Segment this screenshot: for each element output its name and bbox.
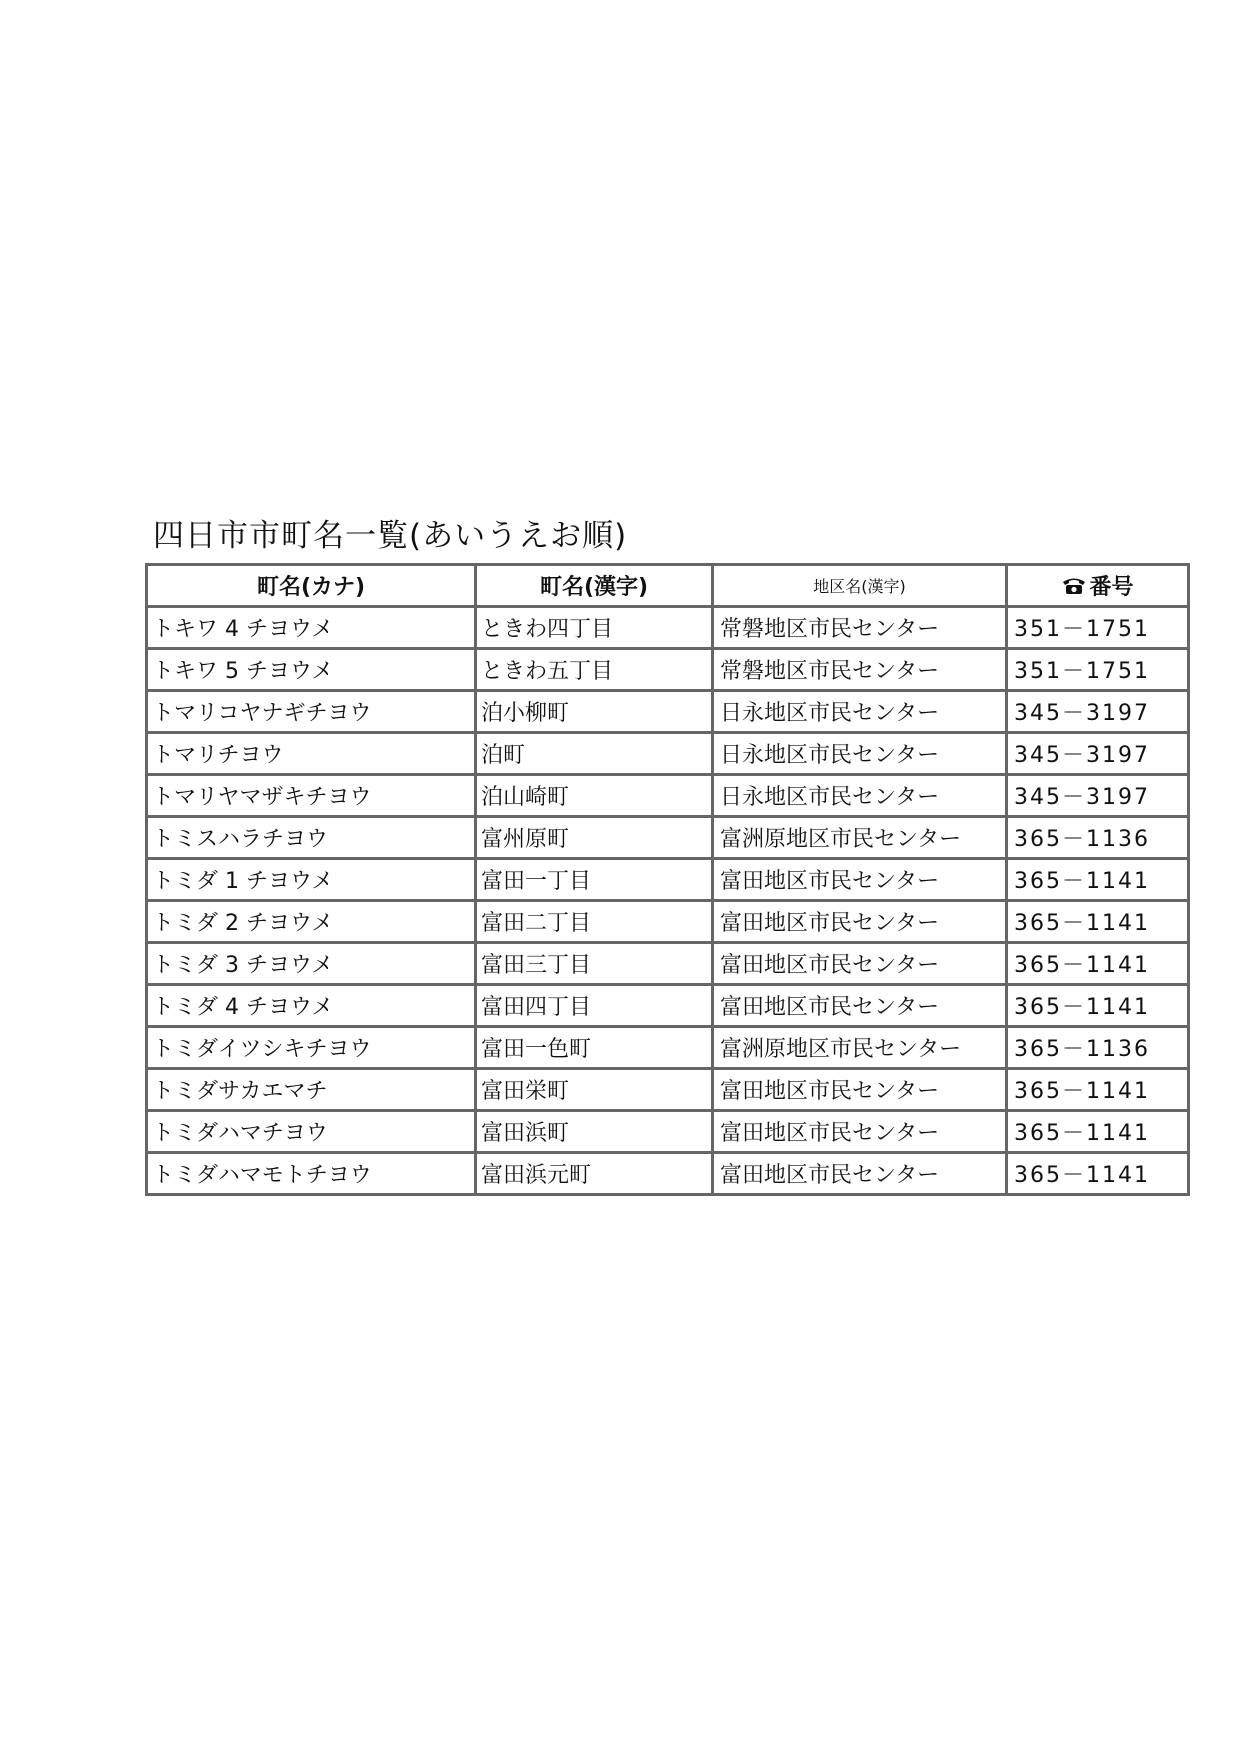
table-header-row (147, 565, 1189, 607)
cell-district: 常磐地区市民センター (713, 607, 1007, 649)
header-phone-label: 番号 (1089, 574, 1134, 600)
cell-phone: 345－3197 (1007, 775, 1189, 817)
cell-kanji: ときわ四丁目 (476, 607, 713, 649)
table-row (147, 985, 1189, 1027)
header-district: 地区名(漢字) (713, 565, 1007, 607)
cell-district: 日永地区市民センター (713, 733, 1007, 775)
cell-kana: トキワ 4 チヨウメ (147, 607, 476, 649)
cell-district: 富田地区市民センター (713, 859, 1007, 901)
cell-kana: トミダハマモトチヨウ (147, 1153, 476, 1195)
cell-kanji: 富田一色町 (476, 1027, 713, 1069)
cell-district: 日永地区市民センター (713, 691, 1007, 733)
header-kana: 町名(カナ) (147, 565, 476, 607)
cell-phone: 365－1136 (1007, 1027, 1189, 1069)
table-row (147, 775, 1189, 817)
cell-kanji: 泊山崎町 (476, 775, 713, 817)
cell-phone: 365－1141 (1007, 943, 1189, 985)
cell-kanji: 泊町 (476, 733, 713, 775)
cell-kana: トマリヤマザキチヨウ (147, 775, 476, 817)
cell-phone: 351－1751 (1007, 649, 1189, 691)
cell-district: 富洲原地区市民センター (713, 817, 1007, 859)
cell-kanji: 富田二丁目 (476, 901, 713, 943)
cell-kana: トミダサカエマチ (147, 1069, 476, 1111)
cell-phone: 365－1141 (1007, 1111, 1189, 1153)
table-row (147, 817, 1189, 859)
page-title: 四日市市町名一覧(あいうえお順) (153, 518, 628, 554)
cell-phone: 345－3197 (1007, 691, 1189, 733)
cell-kana: トミダ 3 チヨウメ (147, 943, 476, 985)
cell-kanji: 富田浜町 (476, 1111, 713, 1153)
cell-phone: 365－1136 (1007, 817, 1189, 859)
table-row (147, 691, 1189, 733)
cell-district: 日永地区市民センター (713, 775, 1007, 817)
cell-phone: 351－1751 (1007, 607, 1189, 649)
cell-kana: トミダ 1 チヨウメ (147, 859, 476, 901)
table-row (147, 1027, 1189, 1069)
header-phone (1007, 565, 1189, 607)
cell-kanji: 富田一丁目 (476, 859, 713, 901)
cell-kana: トミダイツシキチヨウ (147, 1027, 476, 1069)
cell-phone: 365－1141 (1007, 901, 1189, 943)
cell-district: 富田地区市民センター (713, 901, 1007, 943)
cell-kana: トミスハラチヨウ (147, 817, 476, 859)
cell-kana: トキワ 5 チヨウメ (147, 649, 476, 691)
cell-kana: トマリコヤナギチヨウ (147, 691, 476, 733)
table-row (147, 943, 1189, 985)
cell-district: 常磐地区市民センター (713, 649, 1007, 691)
table-row (147, 901, 1189, 943)
table-row (147, 1111, 1189, 1153)
cell-kanji: 富田三丁目 (476, 943, 713, 985)
table-row (147, 1069, 1189, 1111)
cell-phone: 365－1141 (1007, 985, 1189, 1027)
cell-kana: トマリチヨウ (147, 733, 476, 775)
cell-kanji: 富州原町 (476, 817, 713, 859)
table-row (147, 1153, 1189, 1195)
cell-phone: 365－1141 (1007, 1069, 1189, 1111)
cell-phone: 365－1141 (1007, 859, 1189, 901)
cell-kana: トミダハマチヨウ (147, 1111, 476, 1153)
town-name-table (145, 563, 1190, 1196)
table-row (147, 859, 1189, 901)
cell-district: 富田地区市民センター (713, 943, 1007, 985)
table-body (147, 607, 1189, 1195)
cell-district: 富田地区市民センター (713, 1111, 1007, 1153)
table-row (147, 649, 1189, 691)
cell-kanji: ときわ五丁目 (476, 649, 713, 691)
cell-district: 富田地区市民センター (713, 1069, 1007, 1111)
cell-district: 富田地区市民センター (713, 1153, 1007, 1195)
header-kanji: 町名(漢字) (476, 565, 713, 607)
cell-phone: 345－3197 (1007, 733, 1189, 775)
cell-kana: トミダ 2 チヨウメ (147, 901, 476, 943)
telephone-icon (1061, 575, 1087, 595)
cell-district: 富田地区市民センター (713, 985, 1007, 1027)
cell-kanji: 富田四丁目 (476, 985, 713, 1027)
cell-kanji: 泊小柳町 (476, 691, 713, 733)
cell-kanji: 富田栄町 (476, 1069, 713, 1111)
cell-district: 富洲原地区市民センター (713, 1027, 1007, 1069)
cell-kana: トミダ 4 チヨウメ (147, 985, 476, 1027)
table-row (147, 607, 1189, 649)
cell-kanji: 富田浜元町 (476, 1153, 713, 1195)
cell-phone: 365－1141 (1007, 1153, 1189, 1195)
table-row (147, 733, 1189, 775)
